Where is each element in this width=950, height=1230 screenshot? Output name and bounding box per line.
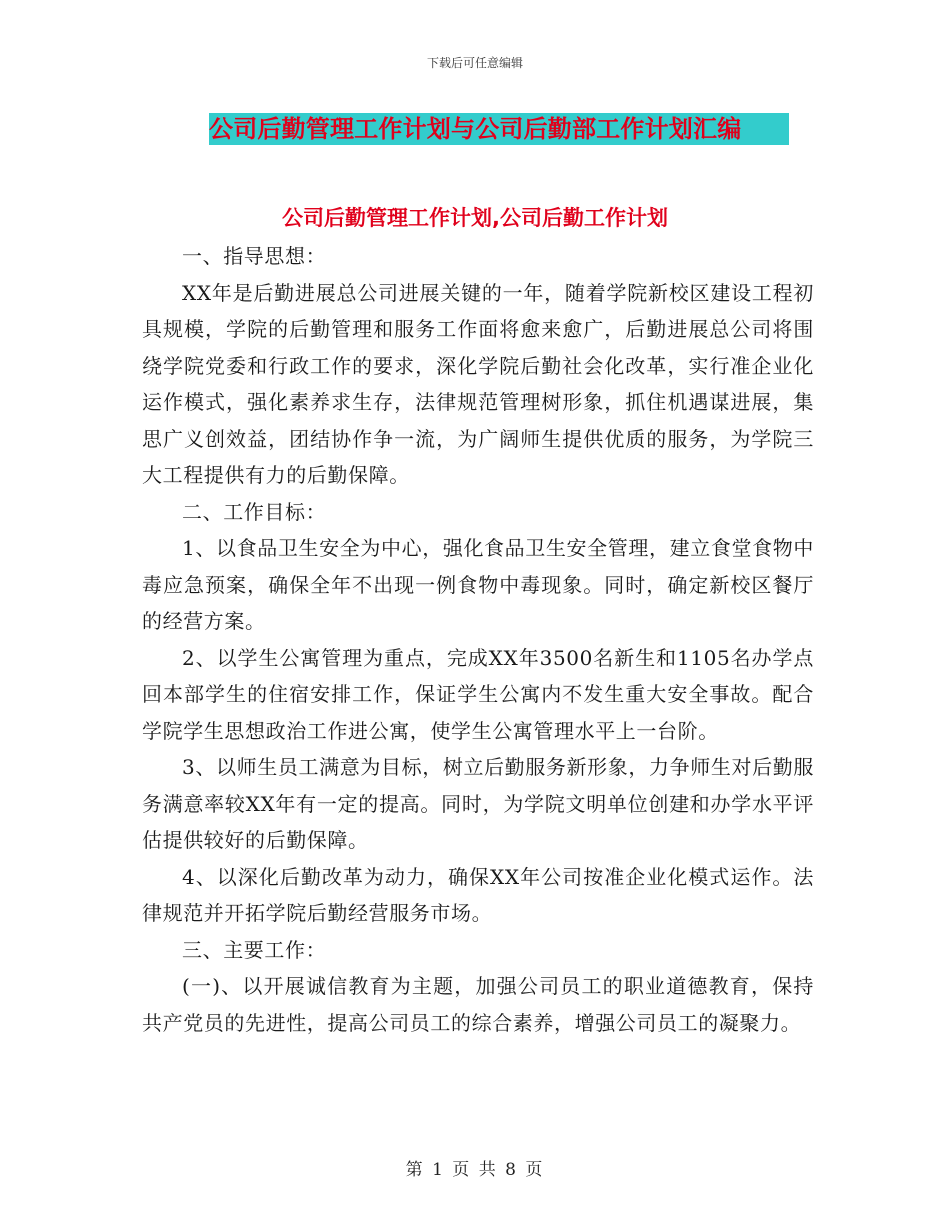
paragraph-goal-4: 4、以深化后勤改革为动力，确保XX年公司按准企业化模式运作。法律规范并开拓学院后勤经营服务市场。 [142,864,814,925]
heading-main-work: 三、主要工作： [182,937,327,962]
document-title: 公司后勤管理工作计划与公司后勤部工作计划汇编 [209,113,789,145]
paragraph-main-work-1: (一)、以开展诚信教育为主题，加强公司员工的职业道德教育，保持共产党员的先进性，提高公司员工的综合素养，增强公司员工的凝聚力。 [142,974,814,1035]
page-header-note: 下载后可任意编辑 [426,56,523,70]
heading-work-goals: 二、工作目标： [182,499,327,524]
paragraph-goal-1: 1、以食品卫生安全为中心，强化食品卫生安全管理，建立食堂食物中毒应急预案，确保全年不出现一例食物中毒现象。同时，确定新校区餐厅的经营方案。 [142,536,814,633]
paragraph-guiding-ideology: XX年是后勤进展总公司进展关键的一年，随着学院新校区建设工程初具规模，学院的后勤管理和服务工作面将愈来愈广，后勤进展总公司将围绕学院党委和行政工作的要求，深化学院后勤社会化改革，实行准企业化运作模式，强化素养求生存，法律规范管理树形象，抓住机遇谋进展，集思广义创效益，团结协作争一流，为广阔师生提供优质的服务，为学院三大工程提供有力的后勤保障。 [142,280,814,487]
page-number-footer: 第 1 页 共 8 页 [405,1160,545,1180]
section-subtitle: 公司后勤管理工作计划,公司后勤工作计划 [282,206,668,230]
heading-guiding-ideology: 一、指导思想： [182,244,327,268]
paragraph-goal-2: 2、以学生公寓管理为重点，完成XX年3500名新生和1105名办学点回本部学生的住宿安排工作，保证学生公寓内不发生重大安全事故。配合学院学生思想政治工作进公寓，使学生公寓管理水平上一台阶。 [142,645,814,743]
document-body [142,238,814,1041]
paragraph-goal-3: 3、以师生员工满意为目标，树立后勤服务新形象，力争师生对后勤服务满意率较XX年有一定的提高。同时，为学院文明单位创建和办学水平评估提供较好的后勤保障。 [142,755,814,852]
